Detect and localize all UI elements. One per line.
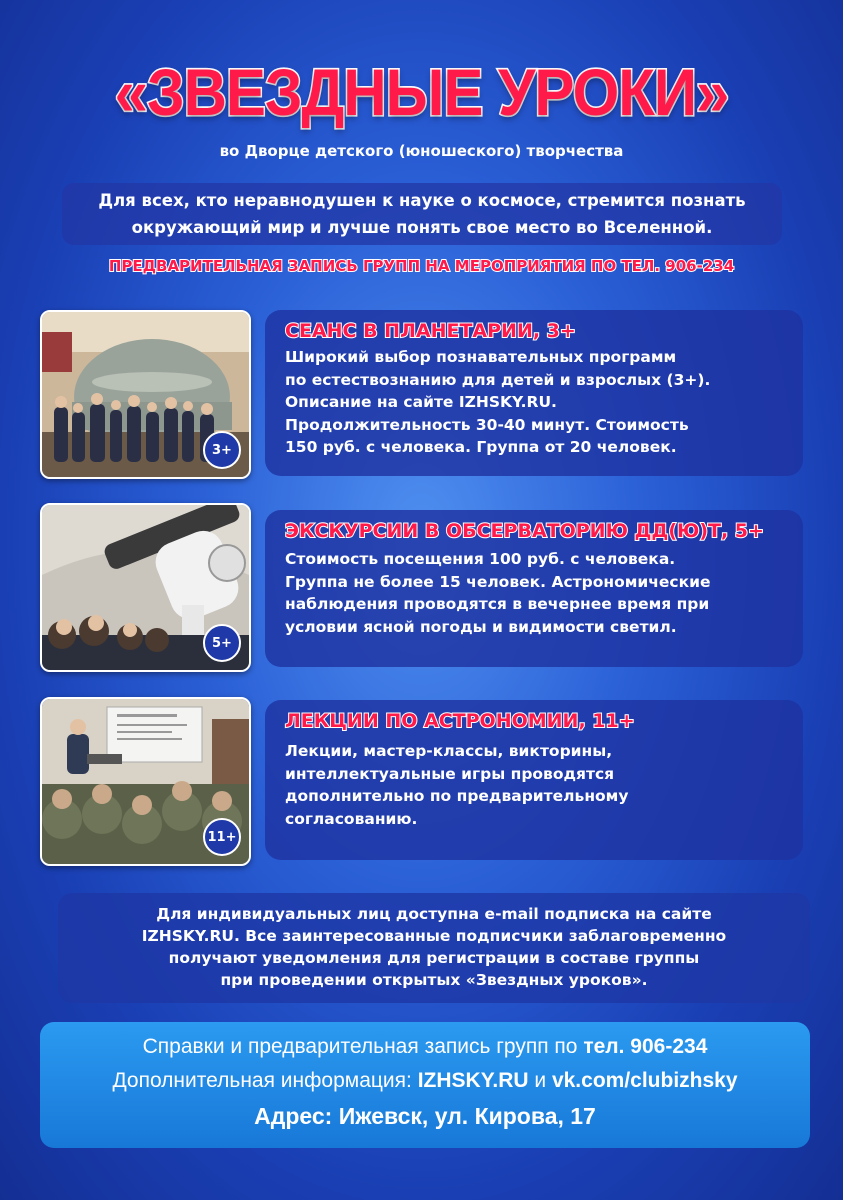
phone-label: Справки и предварительная запись групп по (142, 1035, 584, 1058)
intro-line: Для всех, кто неравнодушен к науке о космосе, стремится познать (98, 191, 746, 210)
observatory-photo (40, 503, 251, 672)
section-title: ЭКСКУРСИИ В ОБСЕРВАТОРИЮ ДД(Ю)Т, 5+ (285, 520, 764, 542)
lecture-photo (40, 697, 251, 866)
section-line: по естествознанию для детей и взрослых (3+). (285, 370, 711, 389)
info-label: Дополнительная информация: (112, 1069, 418, 1092)
section-title: СЕАНС В ПЛАНЕТАРИИ, 3+ (285, 320, 576, 342)
subscription-panel (58, 893, 810, 1003)
planetarium-photo (40, 310, 251, 479)
poster-title: «ЗВЕЗДНЫЕ УРОКИ» (114, 55, 729, 130)
contacts-panel (40, 1022, 810, 1148)
lecture-card (265, 700, 803, 860)
subscription-line: IZHSKY.RU. Все заинтересованные подписчики заблаговременно (141, 927, 727, 945)
section-line: Группа не более 15 человек. Астрономические (285, 572, 711, 591)
poster-subtitle: во Дворце детского (юношеского) творчества (219, 142, 624, 160)
info-line (40, 1064, 810, 1098)
planetarium-card (265, 310, 803, 476)
section-line: Лекции, мастер-классы, викторины, (285, 742, 613, 760)
site-link[interactable]: IZHSKY.RU (417, 1069, 529, 1092)
section-line: Стоимость посещения 100 руб. с человека. (285, 550, 676, 568)
section-line: Описание на сайте IZHSKY.RU. (285, 393, 557, 411)
section-line: 150 руб. с человека. Группа от 20 человек. (285, 438, 677, 456)
age-badge: 3+ (203, 431, 241, 469)
subscription-line: получают уведомления для регистрации в составе группы (168, 949, 700, 967)
section-line: согласованию. (285, 809, 418, 828)
booking-notice: ПРЕДВАРИТЕЛЬНАЯ ЗАПИСЬ ГРУПП НА МЕРОПРИЯТИЯ ПО ТЕЛ. 906-234 (108, 257, 735, 275)
section-line: дополнительно по предварительному (285, 787, 629, 805)
age-badge: 11+ (203, 818, 241, 856)
observatory-card (265, 510, 803, 667)
intro-panel (62, 183, 782, 245)
vk-link[interactable]: vk.com/clubizhsky (551, 1069, 738, 1092)
phone-number[interactable]: тел. 906-234 (583, 1035, 708, 1058)
section-line: условии ясной погоды и видимости светил. (285, 617, 677, 636)
address: Адрес: Ижевск, ул. Кирова, 17 (254, 1103, 596, 1129)
and-text: и (528, 1069, 552, 1092)
subscription-line: при проведении открытых «Звездных уроков». (220, 971, 648, 989)
age-badge: 5+ (203, 624, 241, 662)
section-line: Широкий выбор познавательных программ (285, 348, 677, 366)
section-line: интеллектуальные игры проводятся (285, 764, 615, 783)
subscription-line: Для индивидуальных лиц доступна e-mail подписка на сайте (156, 905, 712, 923)
section-title: ЛЕКЦИИ ПО АСТРОНОМИИ, 11+ (285, 710, 635, 732)
section-line: наблюдения проводятся в вечернее время при (285, 595, 710, 613)
phone-line (40, 1030, 810, 1064)
section-line: Продолжительность 30-40 минут. Стоимость (285, 415, 689, 434)
intro-line: окружающий мир и лучше понять свое место во Вселенной. (131, 218, 713, 237)
